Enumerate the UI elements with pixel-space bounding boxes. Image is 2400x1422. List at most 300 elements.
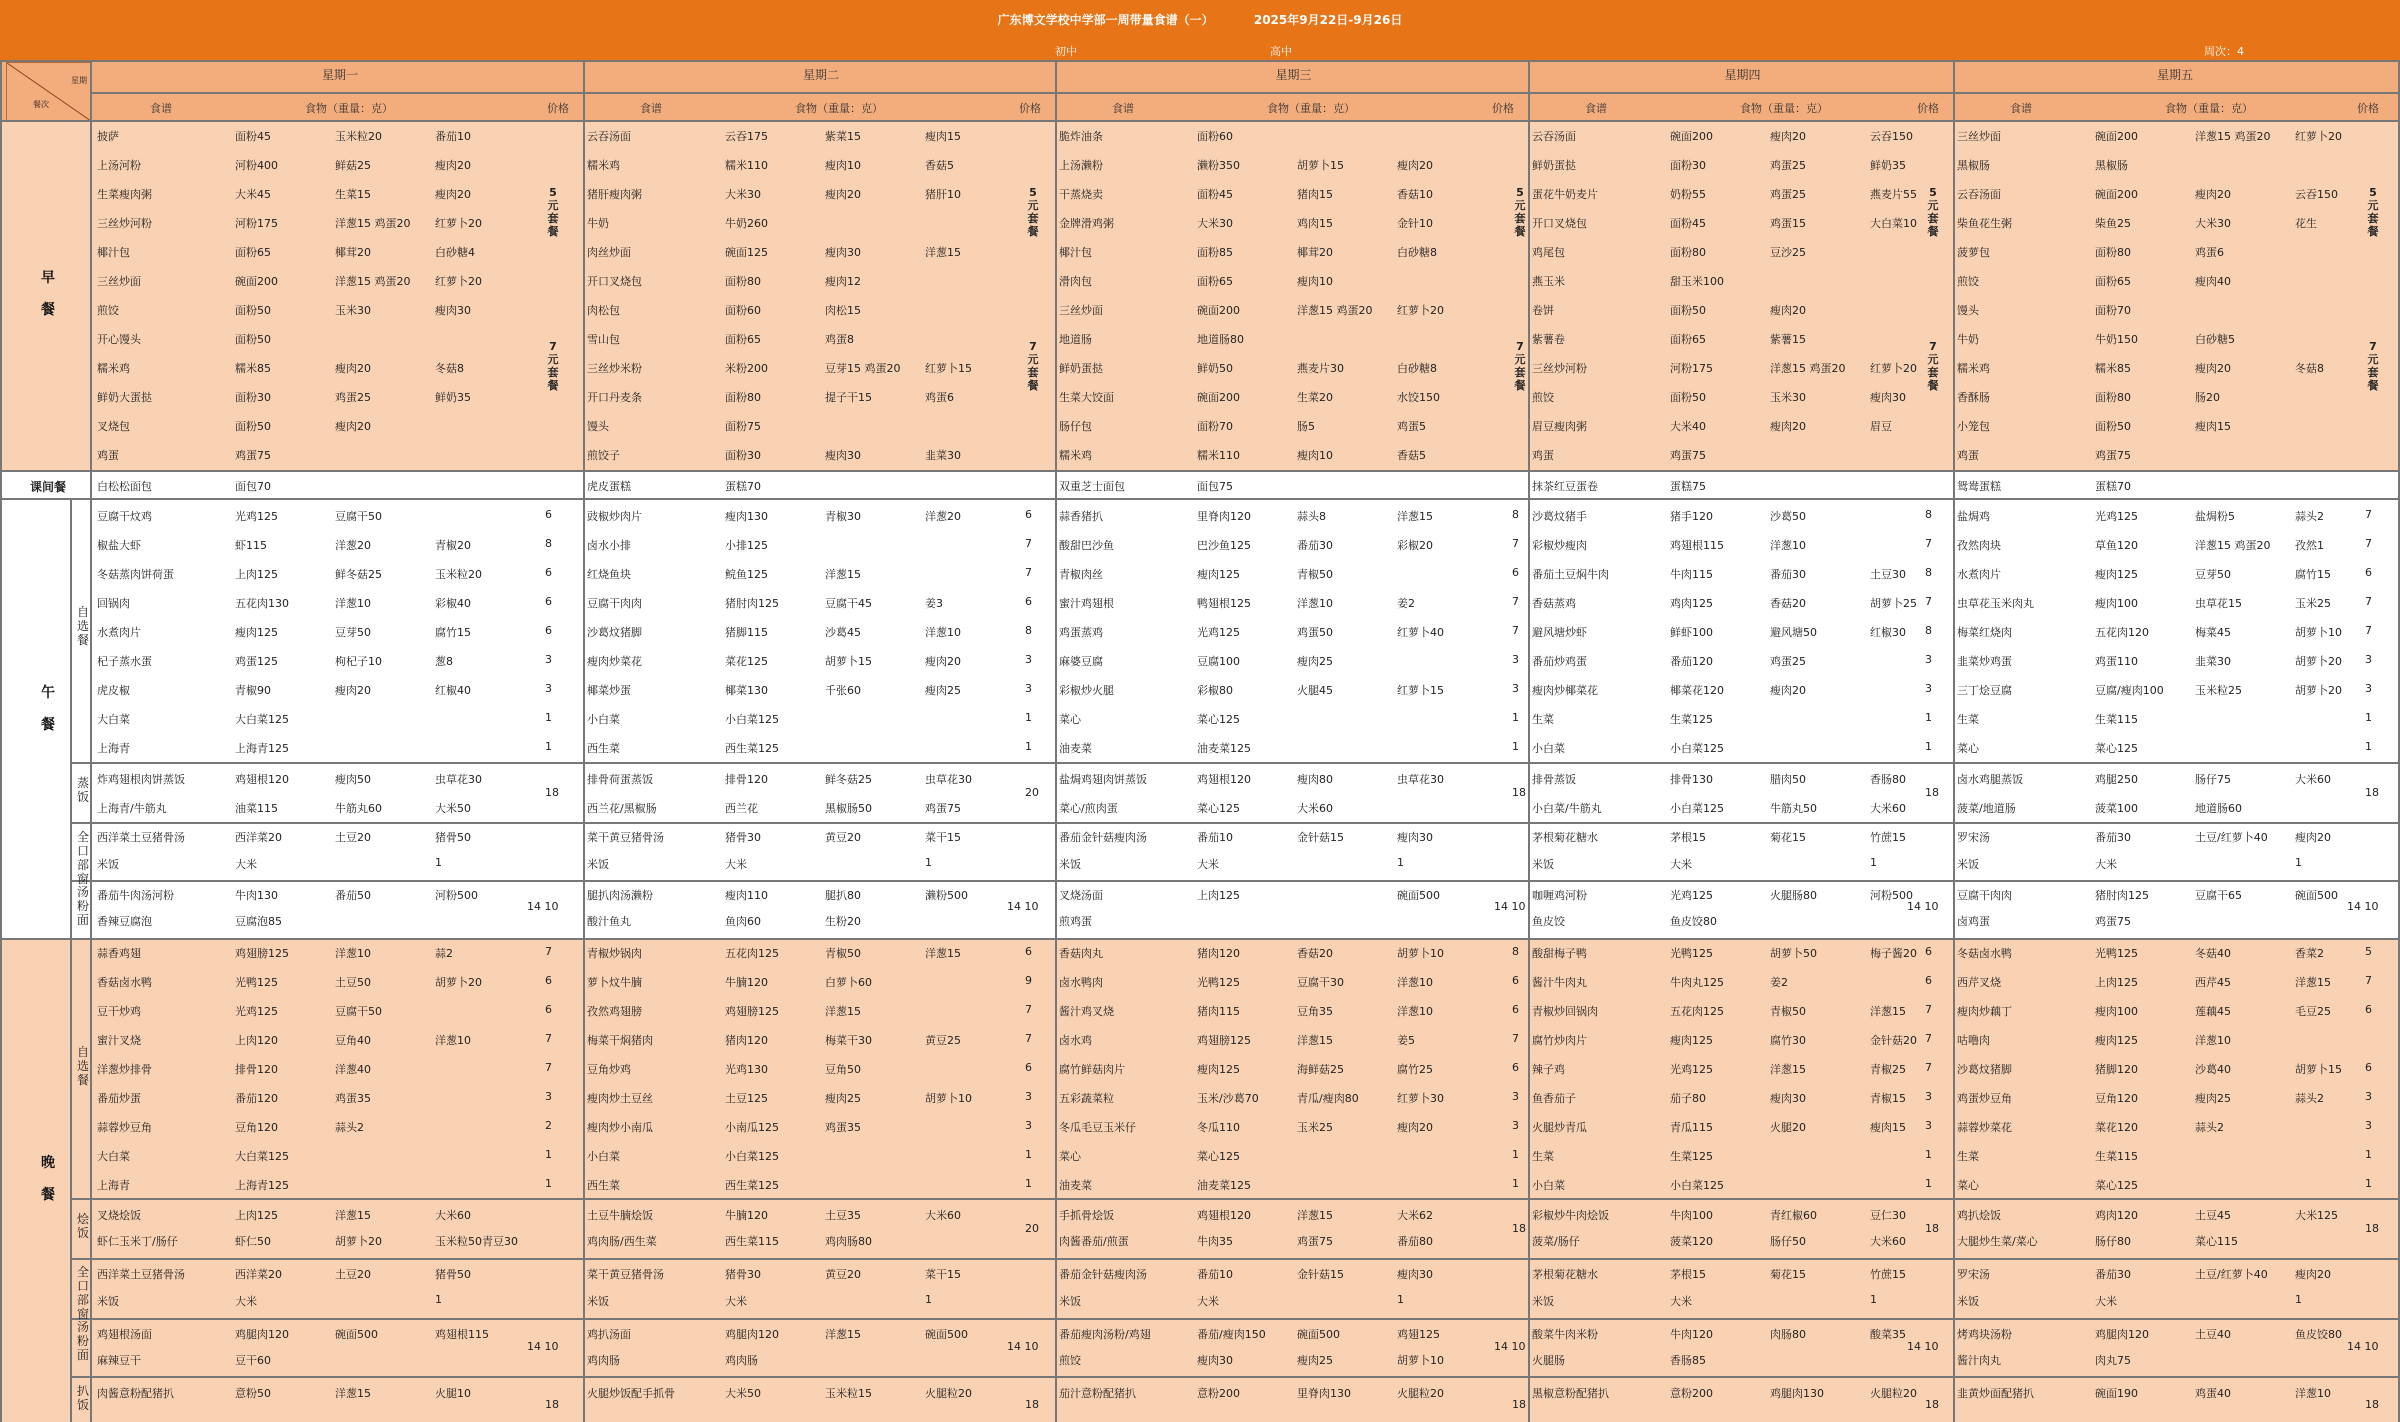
breakfast-item-ingredient: 瘦肉10 <box>1297 275 1333 288</box>
lunch-item-ingredient: 玉米25 <box>2295 597 2331 610</box>
breakfast-item-ingredient: 肠20 <box>2195 391 2220 404</box>
lunch-item-ingredient: 菜心125 <box>2095 742 2138 755</box>
breakfast-item-ingredient: 洋葱15 鸡蛋20 <box>1770 362 1846 375</box>
row-divider <box>70 762 2400 764</box>
dinner-item-recipe: 萝卜炆牛腩 <box>587 976 642 989</box>
lunch-item-ingredient: 五花肉120 <box>2095 626 2149 639</box>
breakfast-item-recipe: 糯米鸡 <box>97 362 130 375</box>
lunch-item-recipe: 椰菜炒蛋 <box>587 684 631 697</box>
lunch-item-price: 7 <box>1925 537 1932 550</box>
day-header: 星期一 <box>321 68 358 82</box>
dinner-item-recipe: 沙葛炆猪脚 <box>1957 1063 2012 1076</box>
dinner-noodle-item-recipe: 酸菜牛肉米粉 <box>1532 1328 1598 1341</box>
dinner-item-recipe: 冬瓜毛豆玉米仔 <box>1059 1121 1136 1134</box>
price-note: 7 元 套 餐 <box>1514 340 1526 392</box>
dinner-item-recipe: 蒜蓉炒豆角 <box>97 1121 152 1134</box>
day-header: 星期二 <box>802 68 839 82</box>
lunch-item-price: 1 <box>1925 740 1932 753</box>
lunch-window-item-ingredient: 1 <box>1397 856 1404 869</box>
price-note: 5 元 套 餐 <box>1027 186 1039 238</box>
lunch-item-price: 8 <box>1025 624 1032 637</box>
recipe-column-header: 食谱 <box>1112 102 1134 115</box>
dinner-item-price: 2 <box>545 1119 552 1132</box>
breakfast-item-ingredient: 水饺150 <box>1397 391 1440 404</box>
breakfast-item-recipe: 猪肝瘦肉粥 <box>587 188 642 201</box>
dinner-bake-ingredient: 意粉200 <box>1670 1387 1713 1400</box>
lunch-rice-item-ingredient: 肠仔75 <box>2195 773 2231 786</box>
lunch-item-price: 6 <box>1025 508 1032 521</box>
breakfast-item-recipe: 肉丝炒面 <box>587 246 631 259</box>
breakfast-item-ingredient: 面粉65 <box>725 333 761 346</box>
dinner-item-price: 3 <box>2365 1090 2372 1103</box>
dinner-item-recipe: 生菜 <box>1957 1150 1979 1163</box>
dinner-item-price: 6 <box>1025 1061 1032 1074</box>
lunch-item-ingredient: 蒜头8 <box>1297 510 1326 523</box>
dinner-item-recipe: 咕噜肉 <box>1957 1034 1990 1047</box>
lunch-item-recipe: 冬菇蒸肉饼荷蛋 <box>97 568 174 581</box>
column-divider <box>0 60 2 1422</box>
lunch-window-item-recipe: 米饭 <box>1532 858 1554 871</box>
lunch-rice-item-ingredient: 牛筋丸60 <box>335 802 382 815</box>
dinner-item-ingredient: 香菇20 <box>1297 947 1333 960</box>
dinner-item-price: 7 <box>545 945 552 958</box>
dinner-item-recipe: 辣子鸡 <box>1532 1063 1565 1076</box>
dinner-item-ingredient: 豆角50 <box>825 1063 861 1076</box>
snack-recipe: 白松松面包 <box>97 480 152 493</box>
price-note: 7 元 套 餐 <box>2367 340 2379 392</box>
dinner-item-ingredient: 油麦菜125 <box>1197 1179 1251 1192</box>
lunch-item-ingredient: 鸡蛋110 <box>2095 655 2138 668</box>
dinner-item-recipe: 番茄炒蛋 <box>97 1092 141 1105</box>
lunch-item-recipe: 番茄土豆焖牛肉 <box>1532 568 1609 581</box>
breakfast-item-ingredient: 大米45 <box>235 188 271 201</box>
lunch-window-item-ingredient: 大米 <box>2095 858 2117 871</box>
lunch-noodle-item-recipe: 番茄牛肉汤河粉 <box>97 889 174 902</box>
lunch-item-ingredient: 洋葱20 <box>925 510 961 523</box>
dinner-noodle-item-ingredient: 鸡腿肉120 <box>2095 1328 2149 1341</box>
dinner-bake-ingredient: 碗面190 <box>2095 1387 2138 1400</box>
lunch-noodle-item-recipe: 卤鸡蛋 <box>1957 915 1990 928</box>
dinner-item-ingredient: 瘦肉125 <box>1670 1034 1713 1047</box>
snack-ingredient: 蛋糕70 <box>725 480 761 493</box>
lunch-item-ingredient: 小排125 <box>725 539 768 552</box>
breakfast-item-ingredient: 面粉70 <box>2095 304 2131 317</box>
breakfast-item-ingredient: 椰茸20 <box>1297 246 1333 259</box>
lunch-item-ingredient: 上肉125 <box>235 568 278 581</box>
dinner-item-ingredient: 蒜头2 <box>2195 1121 2224 1134</box>
lunch-noodle-item-ingredient: 火腿肠80 <box>1770 889 1817 902</box>
dinner-item-ingredient: 青椒25 <box>1870 1063 1906 1076</box>
lunch-item-ingredient: 里脊肉120 <box>1197 510 1251 523</box>
dinner-item-recipe: 梅菜干焖猪肉 <box>587 1034 653 1047</box>
lunch-window-item-ingredient: 金针菇15 <box>1297 831 1344 844</box>
dinner-item-ingredient: 洋葱10 <box>1397 976 1433 989</box>
breakfast-item-ingredient: 瘦肉15 <box>925 130 961 143</box>
dinner-item-ingredient: 五花肉125 <box>1670 1005 1724 1018</box>
breakfast-item-recipe: 上汤濑粉 <box>1059 159 1103 172</box>
breakfast-item-ingredient: 河粉175 <box>1670 362 1713 375</box>
lunch-noodle-item-ingredient: 鸡蛋75 <box>2095 915 2131 928</box>
dinner-rice-item-ingredient: 洋葱15 <box>335 1209 371 1222</box>
breakfast-item-ingredient: 瘦肉10 <box>825 159 861 172</box>
lunch-rice-item-ingredient: 黑椒肠50 <box>825 802 872 815</box>
breakfast-item-ingredient: 瘦肉20 <box>1397 159 1433 172</box>
price-note: 5 元 套 餐 <box>547 186 559 238</box>
lunch-item-recipe: 番茄炒鸡蛋 <box>1532 655 1587 668</box>
lunch-rice-item-ingredient: 地道肠60 <box>2195 802 2242 815</box>
baked-rice-label: 扒 饭 <box>76 1384 89 1412</box>
lunch-item-ingredient: 洋葱15 鸡蛋20 <box>2195 539 2271 552</box>
row-divider <box>0 60 2400 62</box>
lunch-item-price: 1 <box>545 711 552 724</box>
dinner-item-ingredient: 梅菜干30 <box>825 1034 872 1047</box>
column-divider <box>70 938 72 1422</box>
lunch-item-ingredient: 土豆30 <box>1870 568 1906 581</box>
breakfast-item-recipe: 馒头 <box>587 420 609 433</box>
dinner-rice-item-ingredient: 牛肉100 <box>1670 1209 1713 1222</box>
breakfast-item-ingredient: 香菇5 <box>925 159 954 172</box>
dinner-item-ingredient: 西芹45 <box>2195 976 2231 989</box>
lunch-item-recipe: 避风塘炒虾 <box>1532 626 1587 639</box>
dinner-item-price: 6 <box>1512 1003 1519 1016</box>
row-divider <box>70 822 2400 824</box>
lunch-rice-item-recipe: 小白菜/牛筋丸 <box>1532 802 1602 815</box>
dinner-window-item-recipe: 米饭 <box>587 1295 609 1308</box>
dinner-item-ingredient: 瘦肉125 <box>2095 1034 2138 1047</box>
lunch-item-ingredient: 猪肘肉125 <box>725 597 779 610</box>
dinner-rice-item-ingredient: 牛肉35 <box>1197 1235 1233 1248</box>
dinner-item-ingredient: 豆腐干30 <box>1297 976 1344 989</box>
lunch-noodle-item-recipe: 咖喱鸡河粉 <box>1532 889 1587 902</box>
recipe-column-header: 食谱 <box>640 102 662 115</box>
breakfast-item-ingredient: 面粉30 <box>235 391 271 404</box>
snack-recipe: 鸳鸯蛋糕 <box>1957 480 2001 493</box>
breakfast-item-ingredient: 鸡蛋8 <box>825 333 854 346</box>
dinner-bake-ingredient: 意粉200 <box>1197 1387 1240 1400</box>
breakfast-item-recipe: 脆炸油条 <box>1059 130 1103 143</box>
breakfast-item-ingredient: 胡萝卜15 <box>1297 159 1344 172</box>
lunch-item-recipe: 虫草花玉米肉丸 <box>1957 597 2034 610</box>
dinner-rice-item-ingredient: 番茄80 <box>1397 1235 1433 1248</box>
lunch-item-price: 7 <box>1025 566 1032 579</box>
breakfast-item-ingredient: 面粉30 <box>1670 159 1706 172</box>
lunch-item-ingredient: 鲜冬菇25 <box>335 568 382 581</box>
dinner-rice-item-ingredient: 胡萝卜20 <box>335 1235 382 1248</box>
dinner-item-recipe: 蒜蓉炒菜花 <box>1957 1121 2012 1134</box>
dinner-item-ingredient: 冬菇40 <box>2195 947 2231 960</box>
breakfast-item-ingredient: 瘦肉40 <box>2195 275 2231 288</box>
dinner-item-ingredient: 茄子80 <box>1670 1092 1706 1105</box>
lunch-item-ingredient: 玉米粒25 <box>2195 684 2242 697</box>
breakfast-item-ingredient: 面粉80 <box>725 391 761 404</box>
dinner-item-ingredient: 大白菜125 <box>235 1150 289 1163</box>
dinner-item-recipe: 火腿炒青瓜 <box>1532 1121 1587 1134</box>
dinner-item-ingredient: 光鸭125 <box>2095 947 2138 960</box>
breakfast-item-ingredient: 玉米粒20 <box>335 130 382 143</box>
lunch-rice-item-ingredient: 菜心125 <box>1197 802 1240 815</box>
dinner-window-item-ingredient: 1 <box>925 1293 932 1306</box>
dinner-item-ingredient: 牛腩120 <box>725 976 768 989</box>
dinner-noodle-item-ingredient: 牛肉120 <box>1670 1328 1713 1341</box>
food-column-header: 食物（重量：克） <box>795 102 883 115</box>
dinner-bake-ingredient: 洋葱10 <box>2295 1387 2331 1400</box>
dinner-window-item-recipe: 西洋菜土豆猪骨汤 <box>97 1268 185 1281</box>
lunch-item-ingredient: 番茄120 <box>1670 655 1713 668</box>
lunch-window-item-ingredient: 猪骨50 <box>435 831 471 844</box>
breakfast-item-ingredient: 大米30 <box>1197 217 1233 230</box>
dinner-item-price: 3 <box>2365 1119 2372 1132</box>
dinner-rice-price: 18 <box>2365 1222 2379 1235</box>
corner-bottom-label: 餐次 <box>33 100 49 109</box>
lunch-window-item-ingredient: 土豆20 <box>335 831 371 844</box>
dinner-item-recipe: 孜然鸡翅膀 <box>587 1005 642 1018</box>
dinner-item-recipe: 酱汁牛肉丸 <box>1532 976 1587 989</box>
dinner-item-ingredient: 豆角120 <box>2095 1092 2138 1105</box>
dinner-item-price: 7 <box>1025 1032 1032 1045</box>
breakfast-item-ingredient: 洋葱15 鸡蛋20 <box>335 275 411 288</box>
dinner-item-ingredient: 瘦肉125 <box>1197 1063 1240 1076</box>
breakfast-item-ingredient: 瘦肉12 <box>825 275 861 288</box>
dinner-item-ingredient: 豆角120 <box>235 1121 278 1134</box>
dinner-rice-item-ingredient: 豆仁30 <box>1870 1209 1906 1222</box>
lunch-window-item-recipe: 罗宋汤 <box>1957 831 1990 844</box>
breakfast-item-ingredient: 面粉50 <box>2095 420 2131 433</box>
snack-recipe: 虎皮蛋糕 <box>587 480 631 493</box>
breakfast-item-ingredient: 鸡蛋15 <box>1770 217 1806 230</box>
lunch-noodle-item-ingredient: 猪肘肉125 <box>2095 889 2149 902</box>
day-header: 星期五 <box>2156 68 2193 82</box>
dinner-item-ingredient: 洋葱15 <box>2295 976 2331 989</box>
dinner-item-ingredient: 玉米/沙葛70 <box>1197 1092 1259 1105</box>
lunch-window-item-ingredient: 土豆/红萝卜40 <box>2195 831 2268 844</box>
breakfast-item-ingredient: 瘦肉20 <box>2195 362 2231 375</box>
dinner-rice-item-ingredient: 西生菜115 <box>725 1235 779 1248</box>
dinner-rice-item-recipe: 彩椒炒牛肉烩饭 <box>1532 1209 1609 1222</box>
steamed-rice-label: 蒸 饭 <box>76 776 89 804</box>
breakfast-item-recipe: 鸡蛋 <box>1957 449 1979 462</box>
lunch-item-recipe: 菜心 <box>1059 713 1081 726</box>
snack-ingredient: 面包70 <box>235 480 271 493</box>
lunch-item-ingredient: 光鸡125 <box>235 510 278 523</box>
breakfast-item-ingredient: 瘦肉20 <box>1770 420 1806 433</box>
lunch-window-item-ingredient: 西洋菜20 <box>235 831 282 844</box>
dinner-item-price: 1 <box>1925 1148 1932 1161</box>
lunch-item-ingredient: 鸡翅根115 <box>1670 539 1724 552</box>
lunch-item-recipe: 生菜 <box>1957 713 1979 726</box>
optional-meal-label: 自 选 餐 <box>76 1045 89 1087</box>
dinner-rice-item-ingredient: 肠仔50 <box>1770 1235 1806 1248</box>
lunch-rice-item-ingredient: 大米60 <box>1870 802 1906 815</box>
dinner-item-ingredient: 鸡翅膀125 <box>1197 1034 1251 1047</box>
lunch-item-price: 3 <box>1025 653 1032 666</box>
lunch-item-recipe: 生菜 <box>1532 713 1554 726</box>
breakfast-item-ingredient: 糯米110 <box>725 159 768 172</box>
breakfast-item-ingredient: 瘦肉30 <box>1870 391 1906 404</box>
dinner-item-ingredient: 蒜2 <box>435 947 453 960</box>
dinner-item-ingredient: 光鸡125 <box>1670 1063 1713 1076</box>
breakfast-item-recipe: 椰汁包 <box>1059 246 1092 259</box>
lunch-item-ingredient: 韭菜30 <box>2195 655 2231 668</box>
dinner-item-ingredient: 瘦肉15 <box>1870 1121 1906 1134</box>
dinner-window-item-ingredient: 大米 <box>1197 1295 1219 1308</box>
lunch-item-ingredient: 小白菜125 <box>1670 742 1724 755</box>
dinner-item-recipe: 腐竹鲜菇肉片 <box>1059 1063 1125 1076</box>
lunch-item-ingredient: 豆腐100 <box>1197 655 1240 668</box>
breakfast-item-ingredient: 提子干15 <box>825 391 872 404</box>
breakfast-item-ingredient: 玉米30 <box>1770 391 1806 404</box>
lunch-rice-item-ingredient: 虫草花30 <box>925 773 972 786</box>
lunch-item-ingredient: 西生菜125 <box>725 742 779 755</box>
breakfast-item-recipe: 雪山包 <box>587 333 620 346</box>
noodle-price: 14 10 <box>1907 1340 1939 1353</box>
lunch-item-ingredient: 鸡蛋25 <box>1770 655 1806 668</box>
dinner-item-price: 6 <box>2365 1003 2372 1016</box>
breakfast-item-ingredient: 猪肝10 <box>925 188 961 201</box>
lunch-item-ingredient: 青椒20 <box>435 539 471 552</box>
dinner-rice-item-ingredient: 鸡蛋75 <box>1297 1235 1333 1248</box>
dinner-item-ingredient: 洋葱10 <box>2195 1034 2231 1047</box>
lunch-rice-item-recipe: 西兰花/黑椒肠 <box>587 802 657 815</box>
lunch-noodle-item-ingredient: 碗面500 <box>2295 889 2338 902</box>
breakfast-item-recipe: 鲜奶大蛋挞 <box>97 391 152 404</box>
week-number: 周次：4 <box>2204 45 2244 58</box>
lunch-noodle-item-ingredient: 鱼肉60 <box>725 915 761 928</box>
dinner-item-price: 7 <box>1025 1003 1032 1016</box>
lunch-item-ingredient: 番茄30 <box>1770 568 1806 581</box>
food-column-header: 食物（重量：克） <box>1267 102 1355 115</box>
lunch-window-item-ingredient: 1 <box>1870 856 1877 869</box>
dinner-bake-ingredient: 里脊肉130 <box>1297 1387 1351 1400</box>
lunch-noodle-item-ingredient: 豆腐泡85 <box>235 915 282 928</box>
breakfast-item-ingredient: 面粉80 <box>2095 246 2131 259</box>
lunch-rice-item-recipe: 卤水鸡腿蒸饭 <box>1957 773 2023 786</box>
lunch-window-item-ingredient: 菊花15 <box>1770 831 1806 844</box>
breakfast-item-ingredient: 瘦肉20 <box>335 420 371 433</box>
lunch-item-ingredient: 光鸡125 <box>1197 626 1240 639</box>
lunch-item-recipe: 孜然肉块 <box>1957 539 2001 552</box>
breakfast-item-ingredient: 鲜奶50 <box>1197 362 1233 375</box>
lunch-noodle-item-ingredient: 河粉500 <box>1870 889 1913 902</box>
breakfast-item-ingredient: 面粉45 <box>1670 217 1706 230</box>
lunch-item-price: 8 <box>1925 566 1932 579</box>
breakfast-item-ingredient: 燕麦片55 <box>1870 188 1917 201</box>
dinner-item-ingredient: 胡萝卜15 <box>2295 1063 2342 1076</box>
dinner-item-recipe: 卤水鸡 <box>1059 1034 1092 1047</box>
breakfast-item-recipe: 煎饺 <box>1957 275 1979 288</box>
breakfast-item-ingredient: 鸡蛋75 <box>1670 449 1706 462</box>
dinner-noodle-item-recipe: 酱汁肉丸 <box>1957 1354 2001 1367</box>
dinner-item-recipe: 卤水鸭肉 <box>1059 976 1103 989</box>
lunch-item-recipe: 西生菜 <box>587 742 620 755</box>
dinner-item-ingredient: 毛豆25 <box>2295 1005 2331 1018</box>
lunch-rice-item-ingredient: 虫草花30 <box>435 773 482 786</box>
lunch-item-recipe: 豆腐干肉肉 <box>587 597 642 610</box>
dinner-rice-item-ingredient: 土豆45 <box>2195 1209 2231 1222</box>
breakfast-item-ingredient: 红萝卜20 <box>435 217 482 230</box>
lunch-item-ingredient: 生菜125 <box>1670 713 1713 726</box>
lunch-item-ingredient: 彩椒20 <box>1397 539 1433 552</box>
price-column-header: 价格 <box>1917 102 1939 115</box>
dinner-item-price: 6 <box>2365 1061 2372 1074</box>
dinner-rice-item-ingredient: 青红椒60 <box>1770 1209 1817 1222</box>
breakfast-item-recipe: 三丝炒面 <box>97 275 141 288</box>
lunch-item-ingredient: 姜3 <box>925 597 943 610</box>
breakfast-item-ingredient: 瘦肉20 <box>435 159 471 172</box>
breakfast-item-ingredient: 糯米85 <box>2095 362 2131 375</box>
dinner-bake-ingredient: 大米50 <box>725 1387 761 1400</box>
breakfast-item-ingredient: 黑椒肠 <box>2095 159 2128 172</box>
lunch-item-ingredient: 瘦肉25 <box>925 684 961 697</box>
lunch-item-recipe: 沙葛炆猪手 <box>1532 510 1587 523</box>
dinner-rice-item-recipe: 肉酱番茄/煎蛋 <box>1059 1235 1129 1248</box>
breakfast-item-recipe: 小笼包 <box>1957 420 1990 433</box>
lunch-window-item-recipe: 菜干黄豆猪骨汤 <box>587 831 664 844</box>
lunch-window-item-ingredient: 番茄30 <box>2095 831 2131 844</box>
dinner-item-recipe: 菜心 <box>1957 1179 1979 1192</box>
recipe-column-header: 食谱 <box>150 102 172 115</box>
dinner-item-ingredient: 五花肉125 <box>725 947 779 960</box>
price-note: 7 元 套 餐 <box>1027 340 1039 392</box>
lunch-window-item-recipe: 米饭 <box>97 858 119 871</box>
lunch-item-price: 8 <box>1925 624 1932 637</box>
dinner-rice-item-recipe: 鸡肉肠/西生菜 <box>587 1235 657 1248</box>
lunch-noodle-item-recipe: 叉烧汤面 <box>1059 889 1103 902</box>
lunch-window-item-ingredient: 1 <box>925 856 932 869</box>
dinner-item-ingredient: 青椒50 <box>1770 1005 1806 1018</box>
lunch-item-ingredient: 虫草花15 <box>2195 597 2242 610</box>
breakfast-item-ingredient: 鲜菇25 <box>335 159 371 172</box>
title-bar <box>0 0 2400 40</box>
lunch-window-item-ingredient: 大米 <box>1670 858 1692 871</box>
dinner-item-ingredient: 火腿20 <box>1770 1121 1806 1134</box>
breakfast-item-recipe: 上汤河粉 <box>97 159 141 172</box>
breakfast-item-ingredient: 番茄10 <box>435 130 471 143</box>
dinner-item-ingredient: 上肉125 <box>2095 976 2138 989</box>
lunch-rice-price: 18 <box>1925 786 1939 799</box>
snack-ingredient: 面包75 <box>1197 480 1233 493</box>
dinner-item-price: 7 <box>1925 1061 1932 1074</box>
dinner-item-ingredient: 排骨120 <box>235 1063 278 1076</box>
price-note: 5 元 套 餐 <box>1514 186 1526 238</box>
dinner-item-price: 6 <box>1925 974 1932 987</box>
dinner-item-ingredient: 蒜头2 <box>2295 1092 2324 1105</box>
breakfast-item-ingredient: 面粉75 <box>725 420 761 433</box>
dinner-bake-ingredient: 鸡腿肉130 <box>1770 1387 1824 1400</box>
breakfast-item-recipe: 糯米鸡 <box>1059 449 1092 462</box>
lunch-window-item-ingredient: 1 <box>2295 856 2302 869</box>
breakfast-item-ingredient: 鸡蛋75 <box>235 449 271 462</box>
breakfast-item-ingredient: 面粉45 <box>235 130 271 143</box>
senior-label: 高中 <box>1270 45 1292 58</box>
dinner-noodle-item-ingredient: 鸡翅根115 <box>435 1328 489 1341</box>
lunch-item-ingredient: 猪手120 <box>1670 510 1713 523</box>
breakfast-item-ingredient: 冬菇8 <box>2295 362 2324 375</box>
dinner-rice-price: 18 <box>1925 1222 1939 1235</box>
breakfast-item-recipe: 煎饺 <box>1532 391 1554 404</box>
snack-recipe: 抹茶红豆蛋卷 <box>1532 480 1598 493</box>
dinner-item-ingredient: 小白菜125 <box>725 1150 779 1163</box>
dinner-rice-item-ingredient: 大米125 <box>2295 1209 2338 1222</box>
dinner-noodle-item-ingredient: 碗面500 <box>925 1328 968 1341</box>
lunch-item-price: 6 <box>545 566 552 579</box>
lunch-item-ingredient: 瘦肉25 <box>1297 655 1333 668</box>
dinner-item-ingredient: 梅子酱20 <box>1870 947 1917 960</box>
lunch-noodle-item-ingredient: 碗面500 <box>1397 889 1440 902</box>
breakfast-item-ingredient: 豆沙25 <box>1770 246 1806 259</box>
breakfast-item-ingredient: 鸡蛋25 <box>1770 159 1806 172</box>
dinner-item-ingredient: 光鸭125 <box>235 976 278 989</box>
lunch-item-price: 6 <box>545 508 552 521</box>
